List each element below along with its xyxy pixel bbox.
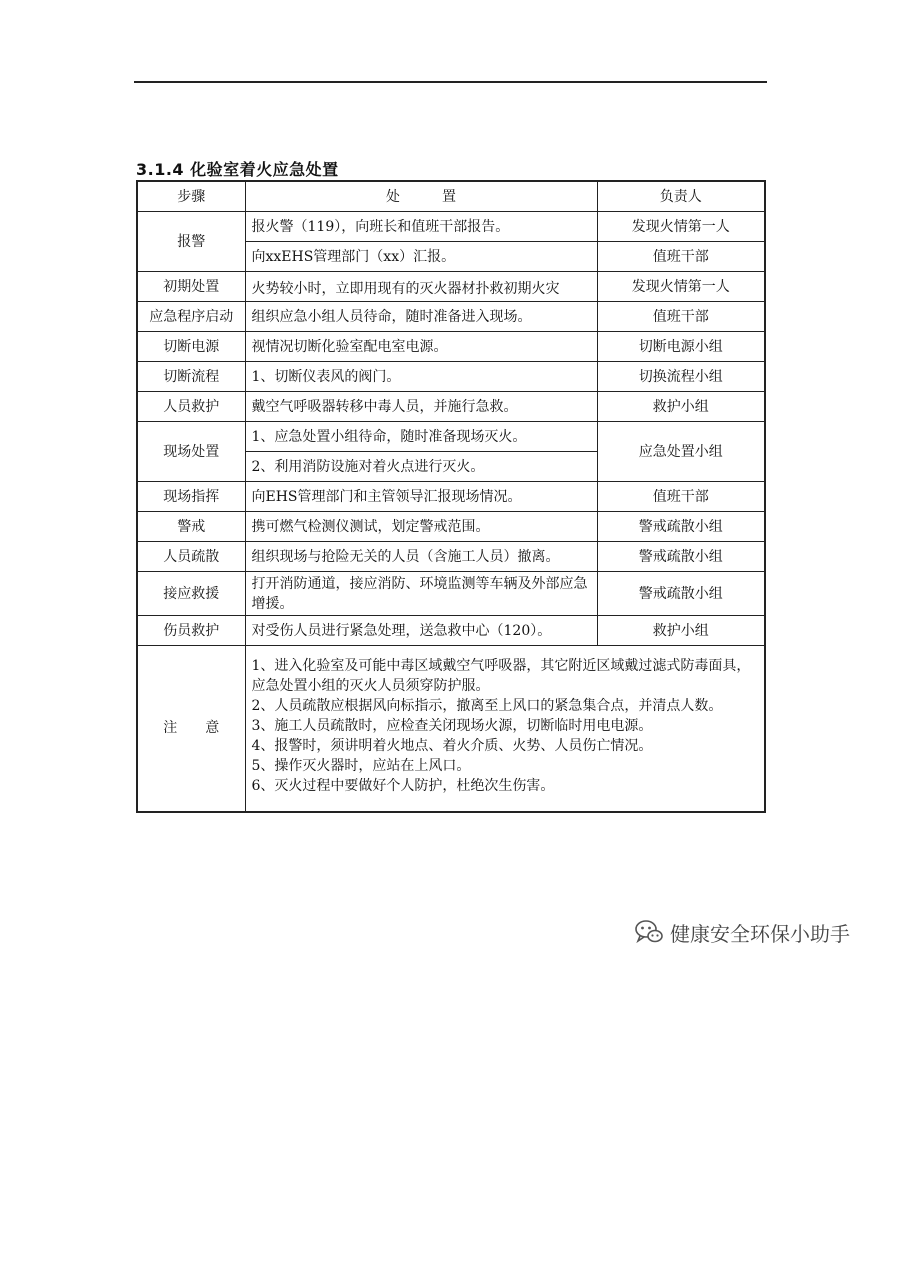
table-header-row: [137, 181, 765, 212]
action-cell: 对受伤人员进行紧急处理，送急救中心（120）。: [245, 616, 597, 646]
owner-cell: 救护小组: [597, 392, 765, 422]
action-cell: 视情况切断化验室配电室电源。: [245, 332, 597, 362]
note-item: 5、操作灭火器时，应站在上风口。: [251, 758, 471, 775]
step-cell: 接应救援: [137, 572, 245, 616]
step-cell: 伤员救护: [137, 616, 245, 646]
table-row: [137, 362, 765, 392]
step-cell: 警戒: [137, 512, 245, 542]
step-cell: 现场指挥: [137, 482, 245, 512]
table-row: [137, 272, 765, 302]
table-row: [137, 616, 765, 646]
header-action: 处 置: [245, 181, 597, 212]
section-title: 3.1.4 化验室着火应急处置: [136, 160, 339, 179]
note-item: 1、进入化验室及可能中毒区域戴空气呼吸器，其它附近区域戴过滤式防毒面具，应急处置小组的灭火人员须穿防护服。: [251, 658, 751, 695]
action-cell: 组织现场与抢险无关的人员（含施工人员）撤离。: [245, 542, 597, 572]
owner-cell: 发现火情第一人: [597, 272, 765, 302]
action-cell: 1、应急处置小组待命，随时准备现场灭火。: [245, 422, 597, 452]
action-text: 火势较小时，立即用现有的灭火器材扑救初期火灾: [251, 280, 560, 297]
owner-cell: 发现火情第一人: [597, 212, 765, 242]
step-cell: 应急程序启动: [137, 302, 245, 332]
table-row: [137, 572, 765, 616]
step-cell: 切断电源: [137, 332, 245, 362]
wechat-icon: [634, 917, 664, 947]
owner-cell: 警戒疏散小组: [597, 512, 765, 542]
owner-cell: 切断电源小组: [597, 332, 765, 362]
step-cell: 人员救护: [137, 392, 245, 422]
note-item: 2、人员疏散应根据风向标指示，撤离至上风口的紧急集合点，并清点人数。: [251, 698, 723, 715]
owner-cell: 警戒疏散小组: [597, 572, 765, 616]
owner-cell: 警戒疏散小组: [597, 542, 765, 572]
note-item: 4、报警时，须讲明着火地点、着火介质、火势、人员伤亡情况。: [251, 738, 653, 755]
table-row: [137, 542, 765, 572]
action-cell: 携可燃气检测仪测试，划定警戒范围。: [245, 512, 597, 542]
action-cell: 向xxEHS管理部门（xx）汇报。: [245, 242, 597, 272]
table-row: [137, 482, 765, 512]
action-cell: 戴空气呼吸器转移中毒人员，并施行急救。: [245, 392, 597, 422]
notes-cell: [245, 646, 765, 812]
step-cell: 报警: [137, 212, 245, 272]
note-item: 6、灭火过程中要做好个人防护，杜绝次生伤害。: [251, 778, 555, 795]
action-cell: [245, 272, 597, 302]
table-row: [137, 212, 765, 242]
action-cell: 2、利用消防设施对着火点进行灭火。: [245, 452, 597, 482]
owner-cell: 值班干部: [597, 302, 765, 332]
action-cell: 报火警（119），向班长和值班干部报告。: [245, 212, 597, 242]
header-owner: 负责人: [597, 181, 765, 212]
action-cell: 组织应急小组人员待命，随时准备进入现场。: [245, 302, 597, 332]
table-row: [137, 302, 765, 332]
action-cell: 打开消防通道，接应消防、环境监测等车辆及外部应急增援。: [245, 572, 597, 616]
table-row: [137, 392, 765, 422]
header-rule: [134, 81, 767, 83]
table-row: [137, 332, 765, 362]
watermark-text: 健康安全环保小助手: [670, 921, 850, 946]
note-item: 3、施工人员疏散时，应检查关闭现场火源，切断临时用电电源。: [251, 718, 653, 735]
owner-cell: 值班干部: [597, 482, 765, 512]
table-row: [137, 422, 765, 452]
step-cell: 现场处置: [137, 422, 245, 482]
owner-cell: 切换流程小组: [597, 362, 765, 392]
owner-cell: 应急处置小组: [597, 422, 765, 482]
step-cell: 初期处置: [137, 272, 245, 302]
action-cell: 1、切断仪表风的阀门。: [245, 362, 597, 392]
action-cell: 向EHS管理部门和主管领导汇报现场情况。: [245, 482, 597, 512]
emergency-procedure-table: [136, 180, 766, 813]
table-row: [137, 512, 765, 542]
header-step: 步骤: [137, 181, 245, 212]
step-cell: 人员疏散: [137, 542, 245, 572]
owner-cell: 救护小组: [597, 616, 765, 646]
notes-label: 注 意: [137, 646, 245, 812]
step-cell: 切断流程: [137, 362, 245, 392]
watermark-footer: [634, 912, 850, 952]
notes-row: [137, 646, 765, 812]
owner-cell: 值班干部: [597, 242, 765, 272]
